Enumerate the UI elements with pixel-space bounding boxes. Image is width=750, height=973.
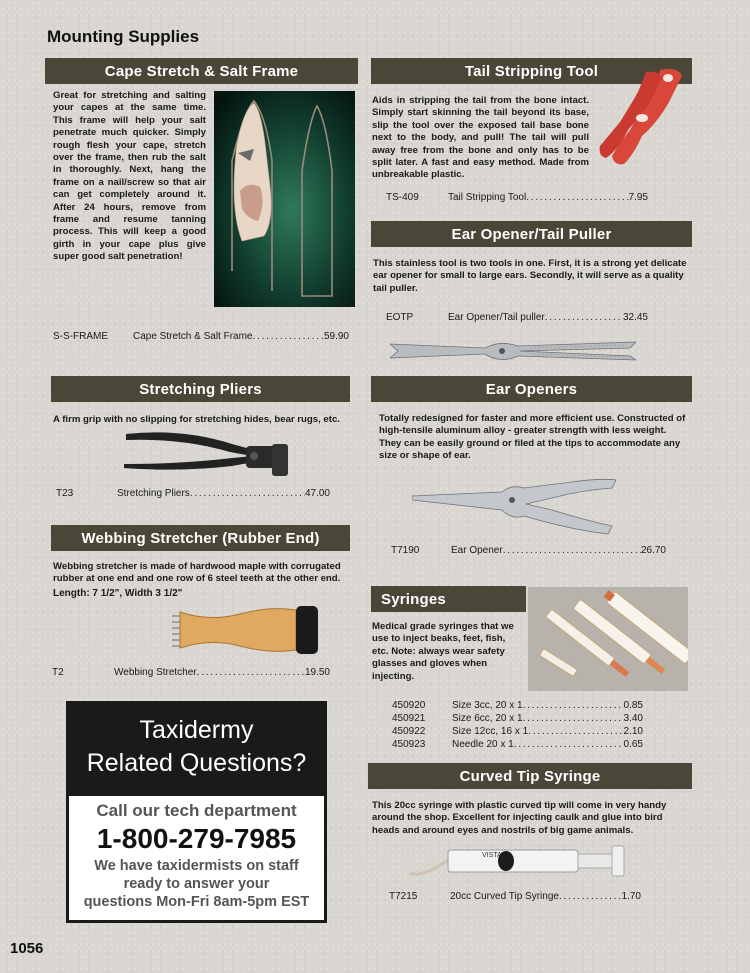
sku: EOTP	[386, 312, 414, 323]
ad-staff-line2: ready to answer your	[123, 876, 270, 892]
pliers-price-row	[56, 488, 330, 499]
item-name: Size 12cc, 16 x 1	[452, 726, 529, 737]
item-name: Ear Opener/Tail puller	[448, 312, 545, 323]
leader-dots	[253, 331, 324, 342]
syringe-row	[392, 726, 643, 737]
curved-syringe-description: This 20cc syringe with plastic curved tip will come in very handy around the shop. Excellent for injecting caulk and glue into bird heads and around eyes and nostrils of big game animals.	[372, 800, 667, 836]
sku: T2	[52, 667, 64, 678]
ad-staff-line1: We have taxidermists on staff	[94, 858, 299, 874]
syringes-header: Syringes	[371, 586, 526, 612]
ad-banner	[69, 704, 324, 796]
webbing-size: Length: 7 1/2", Width 3 1/2"	[53, 588, 183, 599]
ear-opener-image	[412, 474, 616, 538]
cape-frame-header: Cape Stretch & Salt Frame	[45, 58, 358, 84]
syringe-brand-label: VISTA	[482, 852, 502, 859]
tail-tool-description: Aids in stripping the tail from the bone intact. Simply start skinning the tail beyond its base, slip the tool over the exposed tail base bone next to the body, and pull! The tail will pull away free from the bone and only has to be split later. A fast and easy method. Made from unbreakable plastic.	[372, 95, 589, 181]
cape-frame-price-row	[53, 331, 349, 342]
price: 26.70	[640, 545, 666, 556]
ear-puller-header: Ear Opener/Tail Puller	[371, 221, 692, 247]
cape-frame-description: Great for stretching and salting your capes at the same time. This frame will help your salt penetrate much quicker. Simply rough flesh your cape, stretch over the frame, then rub the salt in thoroughly. Next, hang the frame on a nail/screw so that air can get completely around it. After 24 hours, remove from frame and resume tanning process. This will keep a good girth in your cape plus give super good salt penetration!	[53, 90, 206, 263]
price: 7.95	[628, 192, 648, 203]
item-name: Size 6cc, 20 x 1	[452, 713, 523, 724]
item-name: Ear Opener	[451, 545, 503, 556]
curved-syringe-header: Curved Tip Syringe	[368, 763, 692, 789]
leader-dots	[526, 192, 628, 203]
ad-heading-line1: Taxidermy	[139, 716, 254, 744]
curved-syringe-price-row	[389, 891, 641, 902]
webbing-header: Webbing Stretcher (Rubber End)	[51, 525, 350, 551]
leader-dots	[190, 488, 305, 499]
syringe-row	[392, 700, 643, 711]
pliers-image	[122, 426, 292, 486]
ad-staff-line3: questions Mon-Fri 8am-5pm EST	[83, 894, 310, 910]
ad-heading-line2: Related Questions?	[86, 749, 307, 777]
tail-tool-image	[598, 64, 688, 168]
syringes-image	[528, 587, 688, 691]
tail-tool-price-row	[386, 192, 648, 203]
price: 2.10	[623, 726, 643, 737]
page-title: Mounting Supplies	[47, 27, 200, 46]
price: 3.40	[623, 713, 643, 724]
item-name: Tail Stripping Tool	[448, 192, 527, 203]
sku: 450920	[392, 700, 426, 711]
sku: 450921	[392, 713, 426, 724]
pliers-header: Stretching Pliers	[51, 376, 350, 402]
ear-puller-description: This stainless tool is two tools in one. First, it is a strong yet delicate ear opener for small to large ears. Secondly, it will serve as a quality tail puller.	[373, 258, 687, 294]
curved-syringe-image	[408, 840, 628, 884]
leader-dots	[197, 667, 305, 678]
ear-openers-description: Totally redesigned for faster and more efficient use. Constructed of high-tensile aluminum alloy - greater strength with less weight. They can be easily ground or filed at the tips to accommodate any size or shape of ear.	[379, 413, 686, 462]
webbing-description: Webbing stretcher is made of hardwood maple with corrugated rubber at one end and one row of 6 steel teeth at the other end.	[53, 561, 341, 585]
item-name: Size 3cc, 20 x 1	[452, 700, 523, 711]
price: 1.70	[621, 891, 641, 902]
leader-dots	[545, 312, 623, 323]
webbing-price-row	[52, 667, 330, 678]
sku: T23	[56, 488, 74, 499]
sku: T7190	[391, 545, 420, 556]
leader-dots	[528, 726, 623, 737]
ear-puller-image	[390, 336, 636, 366]
syringe-row	[392, 739, 643, 750]
cape-frame-image	[214, 91, 355, 307]
item-name: Webbing Stretcher	[114, 667, 197, 678]
page-number: 1056	[10, 940, 44, 957]
ear-puller-price-row	[386, 312, 648, 323]
price: 19.50	[304, 667, 330, 678]
ear-opener-price-row	[391, 545, 666, 556]
sku: T7215	[389, 891, 418, 902]
tech-support-ad	[66, 701, 327, 923]
sku: 450923	[392, 739, 426, 750]
price: 47.00	[304, 488, 330, 499]
leader-dots	[523, 713, 624, 724]
leader-dots	[503, 545, 641, 556]
item-name: Cape Stretch & Salt Frame	[133, 331, 253, 342]
sku: S-S-FRAME	[53, 331, 108, 342]
price: 59.90	[323, 331, 349, 342]
item-name: 20cc Curved Tip Syringe	[450, 891, 559, 902]
price: 0.65	[623, 739, 643, 750]
syringes-description: Medical grade syringes that we use to inject beaks, feet, fish, etc. Note: always wear safety glasses and gloves when injecting.	[372, 621, 514, 682]
sku: TS-409	[386, 192, 419, 203]
price: 32.45	[622, 312, 648, 323]
sku: 450922	[392, 726, 426, 737]
price: 0.85	[623, 700, 643, 711]
item-name: Stretching Pliers	[117, 488, 190, 499]
ad-call-text: Call our tech department	[96, 801, 297, 820]
item-name: Needle 20 x 1	[452, 739, 514, 750]
leader-dots	[523, 700, 624, 711]
ear-openers-header: Ear Openers	[371, 376, 692, 402]
syringe-row	[392, 713, 643, 724]
ad-phone-number: 1-800-279-7985	[96, 823, 297, 854]
webbing-image	[170, 600, 322, 658]
tail-tool-header: Tail Stripping Tool	[371, 58, 692, 84]
leader-dots	[514, 739, 624, 750]
leader-dots	[559, 891, 622, 902]
pliers-description: A firm grip with no slipping for stretching hides, bear rugs, etc.	[53, 414, 340, 425]
